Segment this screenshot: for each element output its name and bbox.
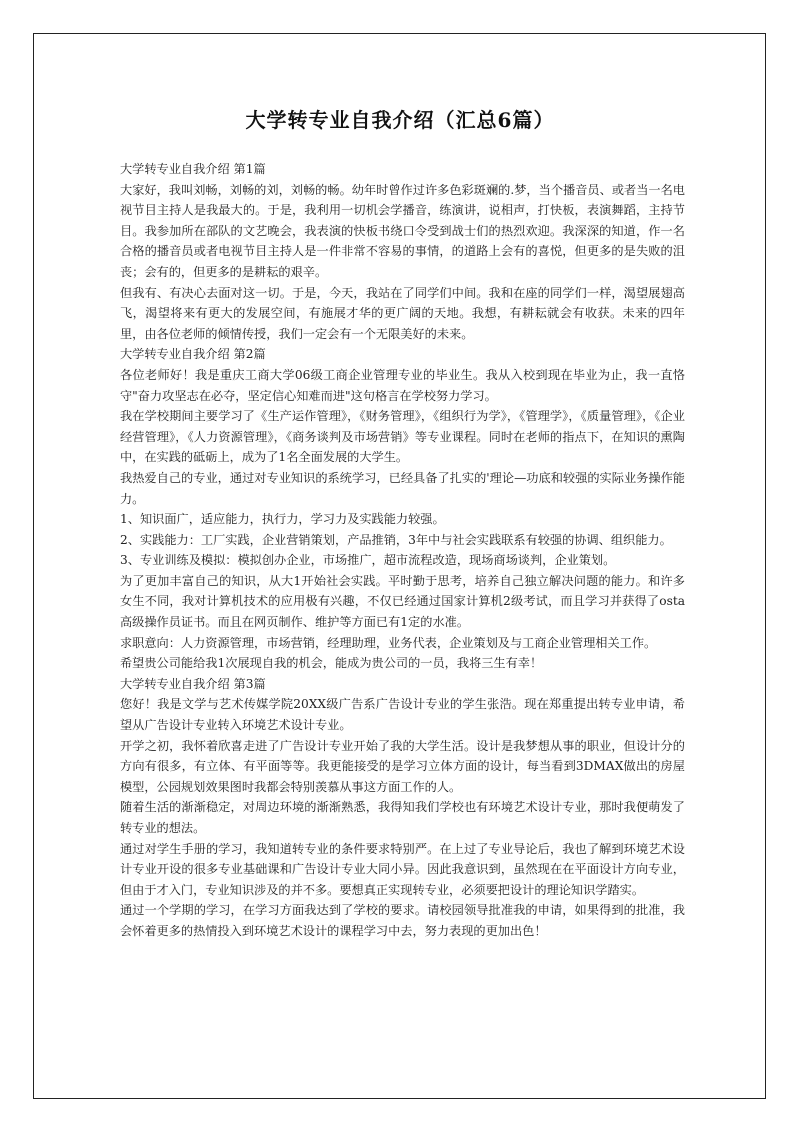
paragraph: 各位老师好！我是重庆工商大学06级工商企业管理专业的毕业生。我从入校到现在毕业为止，我一直恪守"奋力攻坚志在必夺，坚定信心知难而进"这句格言在学校努力学习。 xyxy=(120,367,685,403)
paragraph: 我热爱自己的专业，通过对专业知识的系统学习，已经具备了扎实的'理论—功底和较强的实际业务操作能力。 xyxy=(120,470,685,506)
paragraph: 通过对学生手册的学习，我知道转专业的条件要求特别严。在上过了专业导论后，我也了解到环境艺术设计专业开设的很多专业基础课和广告设计专业大同小异。因此我意识到，虽然现在在平面设计方向专业，但由于才入门，专业知识涉及的并不多。要想真正实现转专业，必须要把设计的理论知识学踏实。 xyxy=(120,841,685,897)
paragraph: 开学之初，我怀着欣喜走进了广告设计专业开始了我的大学生活。设计是我梦想从事的职业，但设计分的方向有很多，有立体、有平面等等。我更能接受的是学习立体方面的设计，每当看到3DMAX做出的房屋模型，公园规划效果图时我都会特别羡慕从事这方面工作的人。 xyxy=(120,738,685,794)
paragraph: 我在学校期间主要学习了《生产运作管理》，《财务管理》，《组织行为学》，《管理学》，《质量管理》，《企业经营管理》，《人力资源管理》，《商务谈判及市场营销》等专业课程。同时在老师的指点下，在知识的熏陶中，在实践的砥砺上，成为了1名全面发展的大学生。 xyxy=(120,409,685,465)
list-item: 2、实践能力：工厂实践，企业营销策划，产品推销，3年中与社会实践联系有较强的协调、组织能力。 xyxy=(120,532,672,547)
list-item: 1、知识面广，适应能力，执行力，学习力及实践能力较强。 xyxy=(120,512,445,527)
paragraph: 但我有、有决心去面对这一切。于是，今天，我站在了同学们中间。我和在座的同学们一样，渴望展翅高飞，渴望将来有更大的发展空间，有施展才华的更广阔的天地。我想，有耕耘就会有收获。未来的四年里，由各位老师的倾情传授，我们一定会有一个无限美好的未来。 xyxy=(120,285,685,341)
section-heading-2: 大学转专业自我介绍 第2篇 xyxy=(120,347,266,362)
section-heading-1: 大学转专业自我介绍 第1篇 xyxy=(120,162,266,176)
paragraph: 求职意向：人力资源管理，市场营销，经理助理，业务代表，企业策划及与工商企业管理相关工作。 xyxy=(120,635,657,650)
paragraph: 大家好，我叫刘畅，刘畅的刘，刘畅的畅。幼年时曾作过许多色彩斑斓的.梦，当个播音员、或者当一名电视节目主持人是我最大的。于是，我利用一切机会学播音，练演讲，说相声，打快板，表演舞蹈，主持节目。我参加所在部队的文艺晚会，我表演的快板书绕口令受到战士们的热烈欢迎。我深深的知道，作一名合格的播音员或者电视节目主持人是一件非常不容易的事情，的道路上会有的喜悦，但更多的是失败的沮丧；会有的，但更多的是耕耘的艰辛。 xyxy=(120,182,685,279)
paragraph: 通过一个学期的学习，在学习方面我达到了学校的要求。请校园领导批准我的申请，如果得到的批准，我会怀着更多的热情投入到环境艺术设计的课程学习中去，努力表现的更加出色！ xyxy=(120,903,685,938)
section-heading-3: 大学转专业自我介绍 第3篇 xyxy=(120,676,266,691)
list-item: 3、专业训练及模拟：模拟创办企业，市场推广，超市流程改造，现场商场谈判，企业策划。 xyxy=(120,553,616,568)
paragraph: 希望贵公司能给我1次展现自我的机会，能成为贵公司的一员，我将三生有幸！ xyxy=(120,656,543,671)
document-title: 大学转专业自我介绍（汇总6篇） xyxy=(245,108,555,132)
document-body xyxy=(120,159,685,942)
paragraph: 随着生活的渐渐稳定，对周边环境的渐渐熟悉，我得知我们学校也有环境艺术设计专业，那时我便萌发了转专业的想法。 xyxy=(120,800,685,835)
paragraph: 为了更加丰富自己的知识，从大1开始社会实践。平时勤于思考，培养自己独立解决问题的能力。和许多女生不同，我对计算机技术的应用极有兴趣，不仅已经通过国家计算机2级考试，而且学习并获得了osta高级操作员证书。而且在网页制作、维护等方面已有1定的水准。 xyxy=(120,573,685,630)
paragraph: 您好！我是文学与艺术传媒学院20XX级广告系广告设计专业的学生张浩。现在郑重提出转专业申请，希望从广告设计专业转入环境艺术设计专业。 xyxy=(120,697,685,733)
